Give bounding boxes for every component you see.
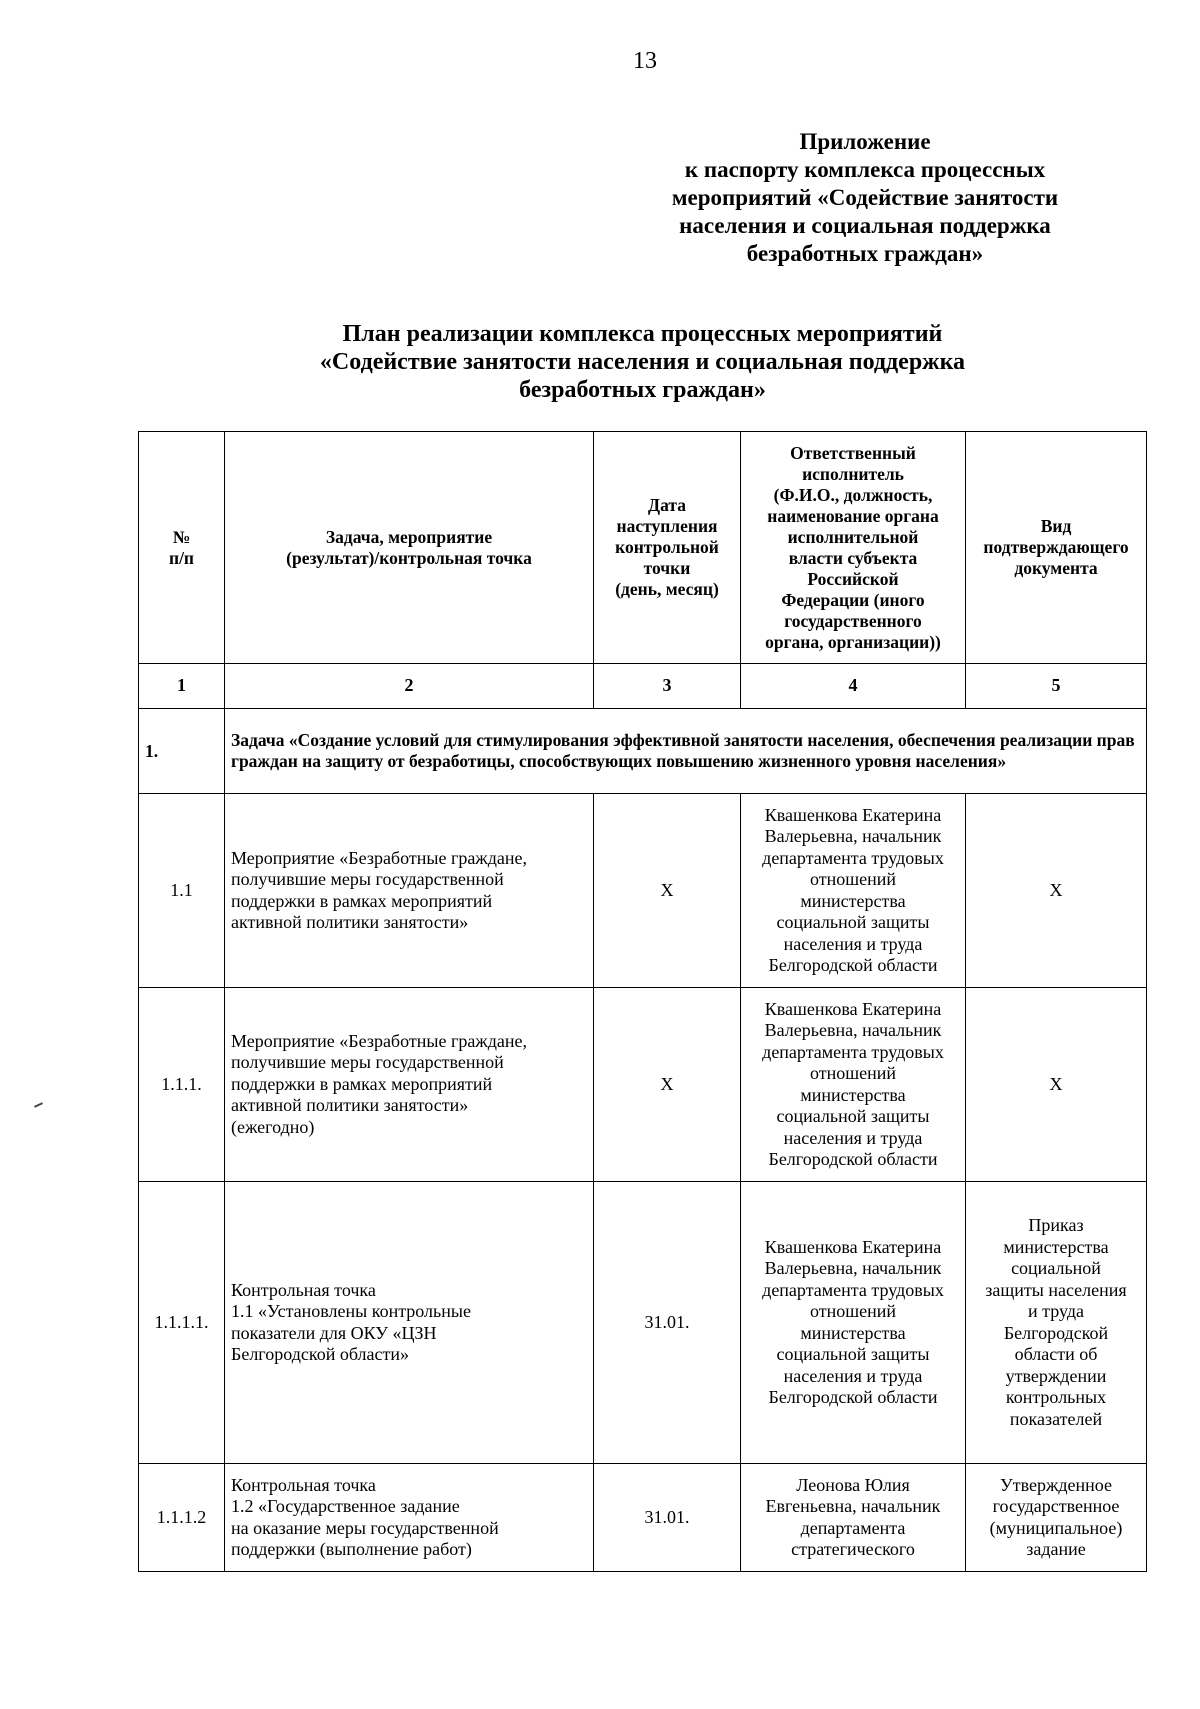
table-row bbox=[139, 1464, 1147, 1572]
header-responsible: Ответственный исполнитель (Ф.И.О., должность, наименование органа исполнительной власти субъекта Российской Федерации (иного государственного органа, организации)) bbox=[741, 432, 966, 664]
row-number: 1.1.1.2 bbox=[139, 1464, 225, 1572]
column-number: 3 bbox=[594, 664, 741, 709]
column-number-row bbox=[139, 664, 1147, 709]
plan-title-line: безработных граждан» bbox=[519, 377, 766, 403]
row-document: Х bbox=[966, 988, 1147, 1182]
row-name: Контрольная точка 1.1 «Установлены контрольные показатели для ОКУ «ЦЗН Белгородской области» bbox=[225, 1182, 594, 1464]
column-number: 2 bbox=[225, 664, 594, 709]
task-number: 1. bbox=[139, 709, 225, 794]
plan-title-line: «Содействие занятости населения и социальная поддержка bbox=[319, 349, 966, 375]
row-date: Х bbox=[594, 988, 741, 1182]
column-number: 5 bbox=[966, 664, 1147, 709]
appendix-line: безработных граждан» bbox=[746, 241, 984, 266]
header-date: Дата наступления контрольной точки (день, месяц) bbox=[594, 432, 741, 664]
row-responsible: Квашенкова Екатерина Валерьевна, начальник департамента трудовых отношений министерства социальной защиты населения и труда Белгородской области bbox=[741, 988, 966, 1182]
row-name: Мероприятие «Безработные граждане, получившие меры государственной поддержки в рамках мероприятий активной политики занятости» (ежегодно) bbox=[225, 988, 594, 1182]
table-row bbox=[139, 1182, 1147, 1464]
plan-title-line: План реализации комплекса процессных мероприятий bbox=[342, 321, 943, 347]
table-row bbox=[139, 794, 1147, 988]
row-number: 1.1.1. bbox=[139, 988, 225, 1182]
appendix-line: мероприятий «Содействие занятости bbox=[671, 185, 1059, 210]
row-date: 31.01. bbox=[594, 1182, 741, 1464]
task-text: Задача «Создание условий для стимулирования эффективной занятости населения, обеспечения реализации прав граждан на защиту от безработицы, способствующих повышению жизненного уровня населения» bbox=[225, 709, 1147, 794]
row-number: 1.1.1.1. bbox=[139, 1182, 225, 1464]
plan-title bbox=[240, 320, 1045, 404]
appendix-heading bbox=[630, 128, 1100, 268]
row-name: Мероприятие «Безработные граждане, получившие меры государственной поддержки в рамках мероприятий активной политики занятости» bbox=[225, 794, 594, 988]
row-document: Утвержденное государственное (муниципальное) задание bbox=[966, 1464, 1147, 1572]
page-number: 13 bbox=[633, 48, 657, 74]
row-responsible: Леонова Юлия Евгеньевна, начальник департамента стратегического bbox=[741, 1464, 966, 1572]
scan-mark bbox=[34, 1102, 43, 1108]
header-document: Вид подтверждающего документа bbox=[966, 432, 1147, 664]
row-date: 31.01. bbox=[594, 1464, 741, 1572]
column-number: 4 bbox=[741, 664, 966, 709]
appendix-line: Приложение bbox=[799, 129, 931, 154]
row-responsible: Квашенкова Екатерина Валерьевна, начальник департамента трудовых отношений министерства социальной защиты населения и труда Белгородской области bbox=[741, 794, 966, 988]
column-number: 1 bbox=[139, 664, 225, 709]
row-name: Контрольная точка 1.2 «Государственное задание на оказание меры государственной поддержки (выполнение работ) bbox=[225, 1464, 594, 1572]
table-header-row bbox=[139, 432, 1147, 664]
task-row bbox=[139, 709, 1147, 794]
table-row bbox=[139, 988, 1147, 1182]
appendix-line: к паспорту комплекса процессных bbox=[684, 157, 1046, 182]
row-document: Приказ министерства социальной защиты населения и труда Белгородской области об утверждении контрольных показателей bbox=[966, 1182, 1147, 1464]
row-date: Х bbox=[594, 794, 741, 988]
header-task: Задача, мероприятие (результат)/контрольная точка bbox=[225, 432, 594, 664]
implementation-plan-table bbox=[138, 431, 1147, 1572]
header-number: № п/п bbox=[139, 432, 225, 664]
row-responsible: Квашенкова Екатерина Валерьевна, начальник департамента трудовых отношений министерства социальной защиты населения и труда Белгородской области bbox=[741, 1182, 966, 1464]
appendix-line: населения и социальная поддержка bbox=[679, 213, 1051, 238]
row-number: 1.1 bbox=[139, 794, 225, 988]
row-document: Х bbox=[966, 794, 1147, 988]
